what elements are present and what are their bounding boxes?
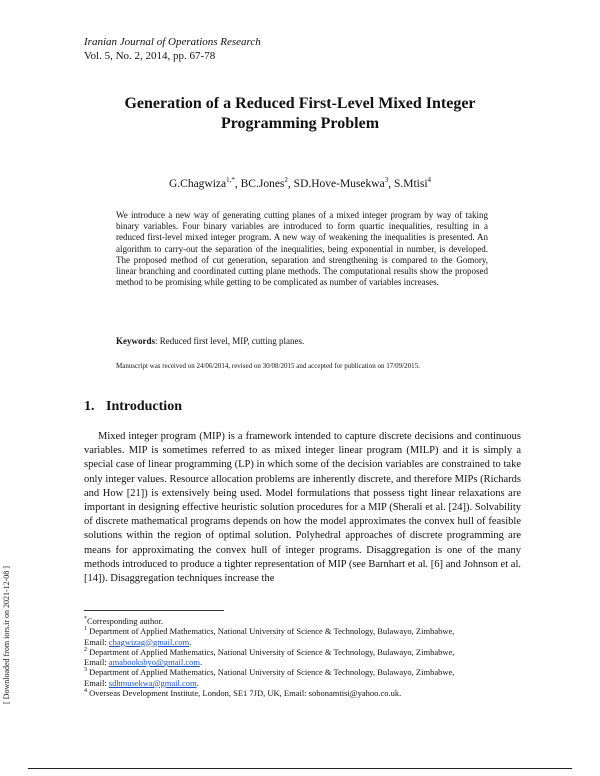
footnote-divider — [84, 610, 224, 611]
download-watermark: [ Downloaded from iors.ir on 2021-12-08 ] — [2, 566, 11, 704]
footnotes — [84, 616, 524, 698]
journal-name: Iranian Journal of Operations Research — [84, 36, 261, 48]
journal-volume: Vol. 5, No. 2, 2014, pp. 67-78 — [84, 50, 216, 62]
keywords-text: : Reduced first level, MIP, cutting planes. — [155, 336, 305, 346]
paper-title-line-1: Generation of a Reduced First-Level Mixed Integer — [124, 95, 476, 112]
keywords — [116, 336, 304, 346]
email-link[interactable]: amabooksbyo@gmail.com — [108, 657, 200, 668]
author: BC.Jones$^2$, — [240, 176, 294, 190]
footnote: $^4$ Overseas Development Institute, London, SE1 7JD, UK, Email: sobonamtisi@yahoo.co.uk. — [84, 688, 402, 699]
abstract: We introduce a new way of generating cutting planes of a mixed integer program by way of taking binary variables. Four binary variables are introduced to form quartic inequalities, resulting in a reduced first-level mixed integer program. A new way of weakening the inequalities is presented. An algorithm to carry-out the separation of the inequalities, being exponential in number, is developed. The proposed method of cut generation, separation and strengthening is compared to the Gomory, linear branching and coordinated cutting plane methods. The computational results show the proposed method to be promising while getting to be complicated as number of variables increases. — [116, 210, 488, 288]
keywords-label: Keywords — [116, 336, 155, 346]
author-list — [60, 178, 540, 190]
author: SD.Hove-Musekwa$^3$, — [293, 176, 394, 190]
footnote: $^2$ Department of Applied Mathematics, National University of Science & Technology, Bulawayo, Zimbabwe, Email: amabooksbyo@gmail.com. — [84, 646, 455, 668]
journal-header — [84, 35, 261, 63]
paper-title — [60, 94, 540, 134]
section-heading — [84, 399, 182, 415]
intro-paragraph: Mixed integer program (MIP) is a framework intended to capture discrete decisions and continuous variables. MIP is sometimes referred to as mixed integer linear program (MILP) and it is simply a special case of linear programming (LP) in which some of the decision variables are constrained to take only integer values. Resource allocation problems are inherently discrete, and therefore MIPs (Richards and How [21]) is extensively being used. Model formulations that possess tight linear relaxations are important in designing effective heuristic solution procedures for a MIP (Sherali et al. [24]). Solvability of discrete mathematical programs depends on how the model approximates the convex hull of feasible solutions within the region of optimal solution. Polyhedral approaches of discrete programming are means for approximating the convex hull of integer programs. Disaggregation is one of the many methods introduced to produce a tighter representation of MIP (see Barnhart et al. [6] and Johnson et al. [14]). Disaggregation techniques increase the — [84, 431, 521, 585]
author: S.Mtisi$^4$ — [393, 176, 432, 190]
page-bottom-rule — [28, 768, 572, 769]
email-link[interactable]: chagwizag@gmail.com — [108, 636, 190, 647]
email-link[interactable]: sdhmusekwa@gmail.com — [108, 677, 197, 688]
author: G.Chagwiza$^{1,*}$, — [168, 176, 241, 190]
paper-title-line-2: Programming Problem — [220, 115, 380, 132]
footnote: *Corresponding author. — [84, 616, 164, 626]
section-number: 1. — [84, 399, 95, 414]
section-title: Introduction — [106, 399, 182, 414]
manuscript-dates: Manuscript was received on 24/06/2014, revised on 30/08/2015 and accepted for publication on 17/09/2015. — [116, 362, 420, 370]
footnote: $^3$ Department of Applied Mathematics, National University of Science & Technology, Bulawayo, Zimbabwe, Email: sdhmusekwa@gmail.com. — [84, 667, 455, 688]
footnote: $^1$ Department of Applied Mathematics, National University of Science & Technology, Bulawayo, Zimbabwe, Email: chagwizag@gmail.com. — [84, 626, 455, 647]
